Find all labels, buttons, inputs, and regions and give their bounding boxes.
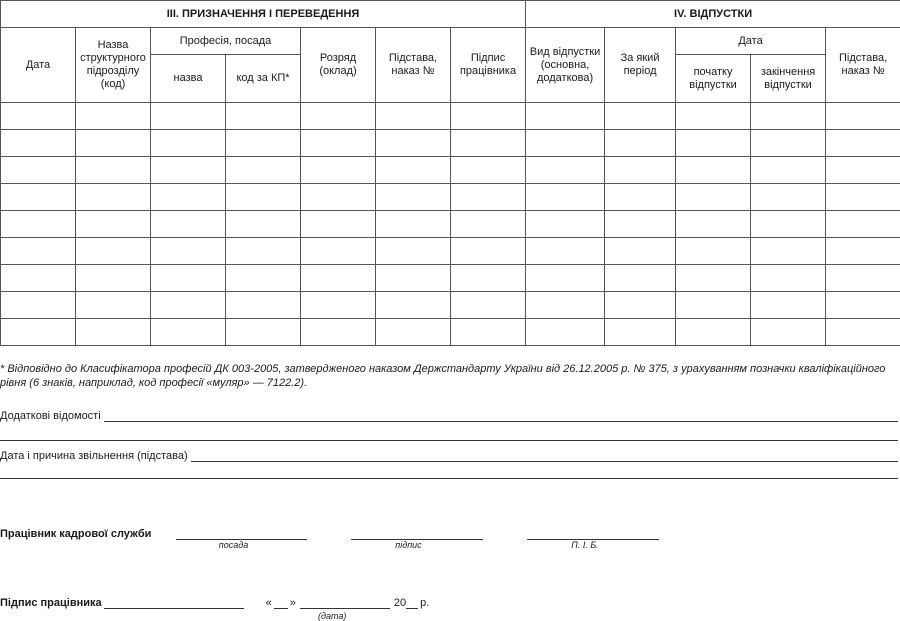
col-period: За який період (605, 28, 676, 103)
table-cell[interactable] (605, 319, 676, 346)
col-profession-group: Професія, посада (151, 28, 301, 55)
table-cell[interactable] (526, 211, 605, 238)
table-cell[interactable] (301, 157, 376, 184)
table-cell[interactable] (301, 184, 376, 211)
table-cell[interactable] (76, 238, 151, 265)
table-cell[interactable] (376, 211, 451, 238)
table-cell[interactable] (526, 292, 605, 319)
table-cell[interactable] (451, 319, 526, 346)
month-field[interactable] (300, 597, 390, 609)
vacations-section-title: IV. ВІДПУСТКИ (526, 1, 900, 28)
day-field[interactable] (274, 597, 288, 609)
table-cell[interactable] (151, 238, 226, 265)
additional-info-label: Додаткові відомості (0, 410, 101, 422)
col-vacation-end: закінчення відпустки (751, 55, 826, 103)
table-cell[interactable] (1, 211, 76, 238)
table-cell[interactable] (1, 319, 76, 346)
table-cell[interactable] (151, 292, 226, 319)
table-cell[interactable] (376, 157, 451, 184)
table-cell[interactable] (376, 184, 451, 211)
dismissal-field[interactable] (191, 449, 898, 462)
table-cell[interactable] (151, 211, 226, 238)
table-cell[interactable] (1, 265, 76, 292)
table-cell[interactable] (605, 103, 676, 130)
table-cell[interactable] (676, 238, 751, 265)
table-cell[interactable] (151, 265, 226, 292)
table-cell[interactable] (826, 265, 900, 292)
table-cell[interactable] (1, 103, 76, 130)
table-cell[interactable] (451, 238, 526, 265)
employee-signature-field[interactable] (104, 597, 244, 609)
table-cell[interactable] (301, 292, 376, 319)
table-cell[interactable] (605, 265, 676, 292)
hr-position-caption: посада (218, 540, 249, 550)
table-cell[interactable] (751, 157, 826, 184)
col-date: Дата (1, 28, 76, 103)
col-profession-name: назва (151, 55, 226, 103)
hr-signature-caption: підпис (395, 540, 422, 550)
table-cell[interactable] (151, 130, 226, 157)
table-cell[interactable] (151, 157, 226, 184)
table-cell[interactable] (605, 157, 676, 184)
table-cell[interactable] (301, 319, 376, 346)
table-cell[interactable] (605, 130, 676, 157)
table-cell[interactable] (526, 130, 605, 157)
col-grade: Розряд (оклад) (301, 28, 376, 103)
table-cell[interactable] (526, 157, 605, 184)
col-vacation-date-group: Дата (676, 28, 826, 55)
table-cell[interactable] (526, 103, 605, 130)
table-cell[interactable] (605, 211, 676, 238)
table-cell[interactable] (826, 157, 900, 184)
table-cell[interactable] (526, 184, 605, 211)
table-cell[interactable] (226, 238, 301, 265)
table-cell[interactable] (826, 319, 900, 346)
table-row (1, 211, 900, 238)
table-cell[interactable] (376, 130, 451, 157)
table-cell[interactable] (451, 157, 526, 184)
table-cell[interactable] (826, 103, 900, 130)
col-vacation-start: початку відпустки (676, 55, 751, 103)
table-cell[interactable] (526, 319, 605, 346)
table-cell[interactable] (301, 211, 376, 238)
table-cell[interactable] (301, 238, 376, 265)
table-cell[interactable] (226, 265, 301, 292)
table-cell[interactable] (376, 292, 451, 319)
table-cell[interactable] (76, 130, 151, 157)
table-cell[interactable] (301, 130, 376, 157)
table-cell[interactable] (1, 238, 76, 265)
quote-open: « (265, 597, 272, 609)
table-cell[interactable] (376, 238, 451, 265)
table-cell[interactable] (301, 103, 376, 130)
table-cell[interactable] (1, 292, 76, 319)
table-cell[interactable] (751, 211, 826, 238)
table-cell[interactable] (226, 211, 301, 238)
table-cell[interactable] (751, 292, 826, 319)
quote-close: » (289, 597, 296, 609)
table-row (1, 292, 900, 319)
table-cell[interactable] (76, 265, 151, 292)
table-cell[interactable] (676, 130, 751, 157)
col-vacation-type: Вид відпустки (основна, додаткова) (526, 28, 605, 103)
footnote: * Відповідно до Класифікатора професій ДК 003-2005, затвердженого наказом Держстандарту України від 26.12.2005 р. № 375, з урахуванням позначки кваліфікаційного рівня (6 знаків, наприклад, код професії «муляр» — 7122.2). (0, 363, 886, 389)
table-cell[interactable] (451, 184, 526, 211)
table-cell[interactable] (151, 103, 226, 130)
table-cell[interactable] (451, 103, 526, 130)
employee-signature-row (0, 597, 431, 609)
col-basis-order: Підстава, наказ № (376, 28, 451, 103)
col-profession-code: код за КП* (226, 55, 301, 103)
table-row (1, 238, 900, 265)
additional-info-field[interactable] (104, 409, 898, 422)
table-cell[interactable] (605, 238, 676, 265)
table-cell[interactable] (526, 238, 605, 265)
table-cell[interactable] (676, 265, 751, 292)
table-cell[interactable] (76, 292, 151, 319)
table-cell[interactable] (605, 292, 676, 319)
table-cell[interactable] (376, 103, 451, 130)
table-cell[interactable] (676, 157, 751, 184)
table-cell[interactable] (676, 319, 751, 346)
table-cell[interactable] (751, 184, 826, 211)
additional-info-field-line-2[interactable] (0, 440, 898, 441)
table-cell[interactable] (751, 238, 826, 265)
table-cell[interactable] (451, 292, 526, 319)
table-cell[interactable] (751, 130, 826, 157)
table-row (1, 265, 900, 292)
year-field[interactable] (406, 597, 418, 609)
table-cell[interactable] (226, 157, 301, 184)
col-employee-signature: Підпис працівника (451, 28, 526, 103)
table-cell[interactable] (76, 211, 151, 238)
hr-name-caption: П. І. Б. (571, 540, 599, 550)
table-row (1, 103, 900, 130)
table-cell[interactable] (226, 130, 301, 157)
table-cell[interactable] (451, 211, 526, 238)
table-cell[interactable] (76, 157, 151, 184)
table-cell[interactable] (676, 211, 751, 238)
table-cell[interactable] (826, 211, 900, 238)
table-cell[interactable] (226, 184, 301, 211)
table-cell[interactable] (226, 103, 301, 130)
table-row (1, 157, 900, 184)
hr-officer-title: Працівник кадрової служби (0, 528, 152, 540)
table-cell[interactable] (526, 265, 605, 292)
table-cell[interactable] (76, 184, 151, 211)
dismissal-field-line-2[interactable] (0, 478, 898, 479)
table-row (1, 184, 900, 211)
table-row (1, 319, 900, 346)
table-cell[interactable] (751, 265, 826, 292)
table-cell[interactable] (376, 319, 451, 346)
appointments-section-title: III. ПРИЗНАЧЕННЯ І ПЕРЕВЕДЕННЯ (1, 1, 526, 28)
employee-signature-label: Підпис працівника (0, 597, 102, 609)
table-cell[interactable] (76, 319, 151, 346)
dismissal-label: Дата і причина звільнення (підстава) (0, 450, 188, 462)
table-cell[interactable] (826, 184, 900, 211)
table-cell[interactable] (376, 265, 451, 292)
year-suffix: р. (420, 597, 430, 609)
col-vacation-basis-order: Підстава, наказ № (826, 28, 900, 103)
table-cell[interactable] (826, 292, 900, 319)
table-row (1, 130, 900, 157)
table-cell[interactable] (751, 103, 826, 130)
table-cell[interactable] (451, 265, 526, 292)
additional-info-line[interactable] (0, 408, 898, 422)
table-cell[interactable] (451, 130, 526, 157)
table-cell[interactable] (605, 184, 676, 211)
dismissal-line[interactable] (0, 448, 898, 462)
table-cell[interactable] (826, 238, 900, 265)
table-cell[interactable] (151, 184, 226, 211)
col-department: Назва структурного підрозділу (код) (76, 28, 151, 103)
date-caption: (дата) (318, 611, 347, 621)
table-cell[interactable] (151, 319, 226, 346)
table-cell[interactable] (676, 184, 751, 211)
table-cell[interactable] (301, 265, 376, 292)
table-cell[interactable] (751, 319, 826, 346)
table-cell[interactable] (226, 292, 301, 319)
table-cell[interactable] (1, 184, 76, 211)
table-cell[interactable] (1, 130, 76, 157)
table-cell[interactable] (676, 103, 751, 130)
table-cell[interactable] (1, 157, 76, 184)
table-cell[interactable] (76, 103, 151, 130)
table-cell[interactable] (226, 319, 301, 346)
table-cell[interactable] (826, 130, 900, 157)
year-prefix: 20 (393, 597, 407, 609)
table-cell[interactable] (676, 292, 751, 319)
